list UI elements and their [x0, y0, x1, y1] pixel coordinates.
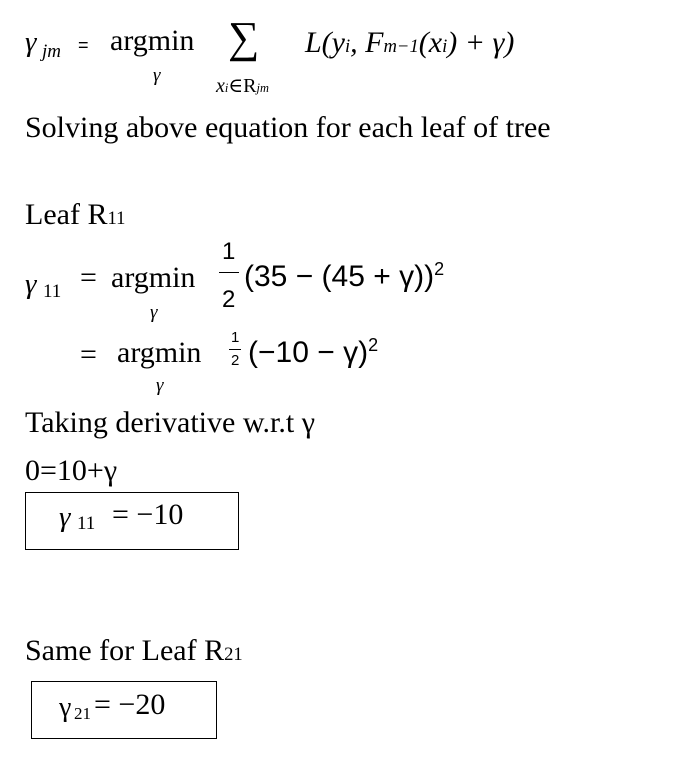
- gamma-subscript: jm: [42, 41, 61, 62]
- leaf-r11-heading: Leaf R11: [25, 198, 126, 231]
- fraction-denominator: 2: [231, 352, 240, 369]
- argmin-variable: γ: [156, 375, 164, 396]
- gamma-subscript: 21: [74, 704, 91, 723]
- fraction-denominator: 2: [222, 286, 236, 313]
- argmin-operator: argmin: [117, 336, 202, 369]
- equals-sign: =: [80, 261, 97, 294]
- expression: $(-10 - \gamma)^2$: [248, 335, 379, 369]
- argmin-operator: argmin: [111, 261, 196, 294]
- derivative-equation: 0=10+γ: [25, 454, 118, 487]
- summation-symbol: ∑: [228, 13, 260, 62]
- result-box-gamma-11: [25, 492, 239, 550]
- fraction-numerator: 1: [222, 238, 236, 265]
- loss-function: L(yi, Fm−1(xi) + γ): [305, 26, 515, 59]
- fraction-bar: [229, 349, 241, 350]
- summation-index: xi∈Rjm: [216, 75, 269, 97]
- gamma-symbol: γ: [25, 26, 37, 58]
- equals-sign: =: [80, 338, 97, 371]
- result-value: = −10: [112, 498, 184, 531]
- fraction-numerator: 1: [231, 329, 240, 346]
- gamma-subscript: 11: [77, 513, 96, 534]
- argmin-variable: γ: [150, 302, 158, 323]
- solving-text: Solving above equation for each leaf of tree: [25, 111, 551, 144]
- gamma-symbol: γ: [25, 268, 37, 300]
- gamma-subscript: 11: [43, 281, 62, 302]
- fraction-bar: [219, 272, 239, 273]
- result-box-gamma-21: [31, 681, 217, 739]
- leaf-r21-heading: Same for Leaf R21: [25, 634, 243, 667]
- gamma-symbol: γ: [59, 501, 71, 533]
- argmin-variable: γ: [153, 65, 161, 86]
- equals-sign: =: [78, 35, 89, 55]
- expression: $(35 - (45 + \gamma))^2$: [244, 259, 445, 293]
- argmin-operator: argmin: [110, 24, 195, 57]
- gamma-symbol: γ: [59, 692, 72, 723]
- result-value: = −20: [94, 688, 166, 721]
- derivative-text: Taking derivative w.r.t γ: [25, 406, 315, 439]
